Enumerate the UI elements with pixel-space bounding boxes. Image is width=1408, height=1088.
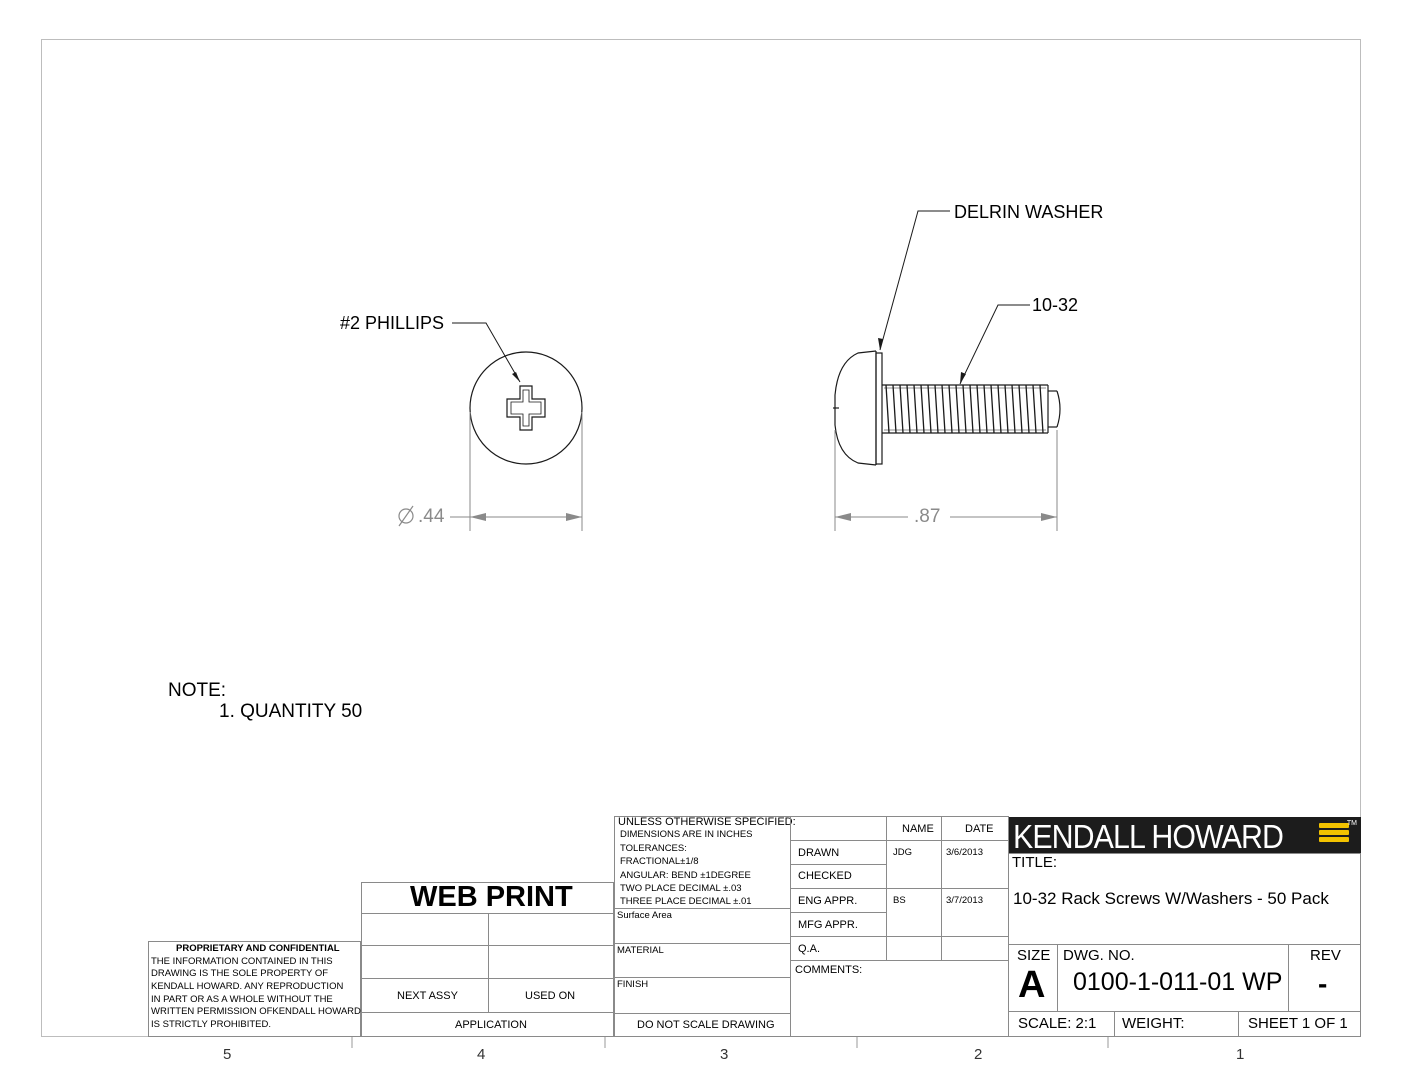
- size-value: A: [1018, 964, 1046, 1006]
- company-name: KENDALL HOWARD: [1013, 818, 1283, 855]
- next-assy-label: NEXT ASSY: [397, 990, 458, 1002]
- front-view: [452, 323, 582, 464]
- side-dimension: [835, 430, 1057, 531]
- pan-head: [835, 351, 876, 465]
- side-view: [833, 211, 1060, 465]
- thread-callout: 10-32: [1032, 295, 1079, 315]
- proprietary-heading: PROPRIETARY AND CONFIDENTIAL: [176, 943, 340, 954]
- company-logo: [1009, 817, 1361, 854]
- weight-label: WEIGHT:: [1122, 1015, 1185, 1032]
- approval-name: BS: [893, 895, 906, 906]
- application-label: APPLICATION: [455, 1019, 527, 1031]
- application-cell: [361, 945, 489, 979]
- note-item: 1. QUANTITY 50: [219, 701, 363, 722]
- trademark: TM: [1346, 820, 1357, 827]
- material-label: MATERIAL: [617, 945, 664, 956]
- zone-label: 2: [974, 1046, 983, 1063]
- surface-area-label: Surface Area: [617, 910, 672, 921]
- tolerance-line: TOLERANCES:: [620, 843, 687, 854]
- proprietary-line: IN PART OR AS A WHOLE WITHOUT THE: [151, 994, 333, 1005]
- proprietary-line: KENDALL HOWARD. ANY REPRODUCTION: [151, 981, 344, 992]
- phillips-callout: #2 PHILLIPS: [340, 313, 445, 333]
- sheet-value: SHEET 1 OF 1: [1248, 1015, 1348, 1032]
- logo-bars-icon: [1319, 823, 1349, 849]
- web-print-stamp: WEB PRINT: [410, 881, 573, 913]
- tolerance-line: ANGULAR: BEND ±1DEGREE: [620, 870, 751, 881]
- dwg-no-label: DWG. NO.: [1063, 947, 1135, 964]
- diameter-icon: [399, 506, 413, 526]
- approval-date: 3/6/2013: [946, 847, 983, 858]
- phillips-recess: [507, 386, 545, 430]
- tolerance-line: DIMENSIONS ARE IN INCHES: [620, 829, 753, 840]
- proprietary-line: WRITTEN PERMISSION OFKENDALL HOWARD: [151, 1006, 361, 1017]
- application-cell: [361, 913, 489, 946]
- used-on-label: USED ON: [525, 990, 576, 1002]
- approval-name: JDG: [893, 847, 912, 858]
- proprietary-line: DRAWING IS THE SOLE PROPERTY OF: [151, 968, 329, 979]
- proprietary-line: IS STRICTLY PROHIBITED.: [151, 1019, 272, 1030]
- zone-label: 1: [1236, 1046, 1245, 1063]
- delrin-washer: [876, 353, 882, 464]
- name-header: NAME: [902, 823, 934, 835]
- approval-role: MFG APPR.: [798, 919, 858, 931]
- drawing-title: 10-32 Rack Screws W/Washers - 50 Pack: [1013, 889, 1329, 908]
- approval-role: Q.A.: [798, 943, 821, 955]
- tolerance-line: FRACTIONAL±1/8: [620, 856, 699, 867]
- zone-label: 5: [223, 1046, 232, 1063]
- title-label: TITLE:: [1012, 854, 1058, 871]
- approval-date: 3/7/2013: [946, 895, 983, 906]
- finish-label: FINISH: [617, 979, 649, 990]
- front-dimension: [450, 412, 582, 531]
- tolerance-line: UNLESS OTHERWISE SPECIFIED:: [618, 816, 796, 828]
- date-header: DATE: [965, 823, 994, 835]
- screw-head-outline: [470, 352, 582, 464]
- zone-ticks: [352, 1037, 1108, 1048]
- dwg-no-value: 0100-1-011-01 WP: [1073, 968, 1283, 996]
- approval-role: DRAWN: [798, 847, 840, 859]
- note-heading: NOTE:: [168, 680, 227, 701]
- application-cell: [488, 945, 614, 979]
- approval-role: ENG APPR.: [798, 895, 858, 907]
- thread-lines: [886, 385, 1043, 433]
- length-dimension: .87: [914, 506, 941, 527]
- rev-value: -: [1318, 968, 1328, 999]
- diameter-dimension: .44: [418, 506, 445, 527]
- comments-label: COMMENTS:: [795, 964, 863, 976]
- application-cell: [488, 913, 614, 946]
- size-label: SIZE: [1017, 947, 1051, 964]
- scale-value: SCALE: 2:1: [1018, 1015, 1097, 1032]
- do-not-scale-label: DO NOT SCALE DRAWING: [637, 1019, 775, 1031]
- proprietary-line: THE INFORMATION CONTAINED IN THIS: [151, 956, 333, 967]
- washer-callout: DELRIN WASHER: [954, 202, 1104, 222]
- rev-label: REV: [1310, 947, 1341, 964]
- tolerance-line: TWO PLACE DECIMAL ±.03: [620, 883, 742, 894]
- zone-label: 3: [720, 1046, 729, 1063]
- zone-label: 4: [477, 1046, 486, 1063]
- tolerance-line: THREE PLACE DECIMAL ±.01: [620, 896, 752, 907]
- approval-role: CHECKED: [798, 870, 852, 882]
